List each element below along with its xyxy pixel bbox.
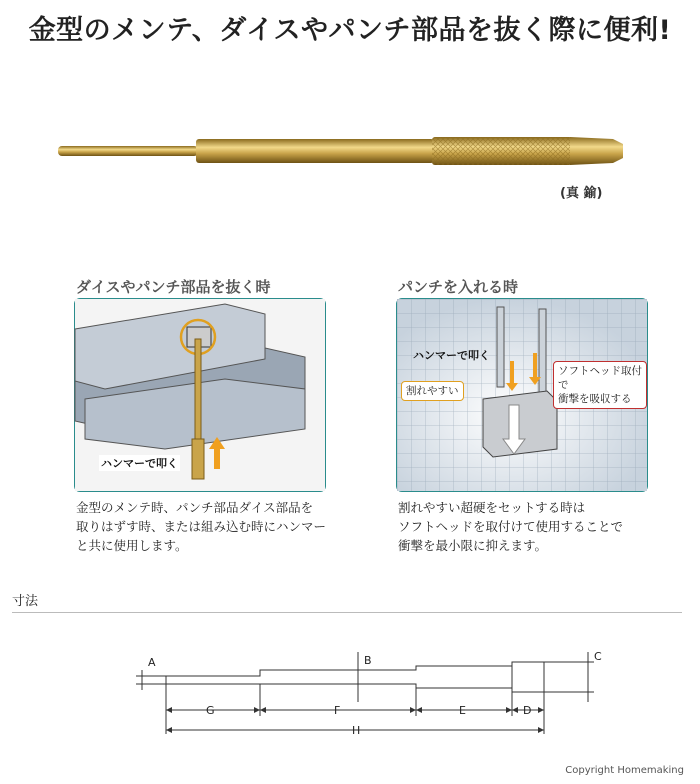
panel-2-caption-line: 衝撃を最小限に抑えます。	[398, 538, 548, 553]
dimension-drawing	[128, 644, 602, 744]
crack-callout: 割れやすい	[401, 381, 464, 401]
panel-2-caption	[398, 498, 623, 555]
panel-1-caption-line: 取りはずす時、または組み込む時にハンマー	[76, 519, 327, 534]
panel-2-title: パンチを入れる時	[398, 278, 519, 296]
dimensions-title: 寸法	[12, 594, 39, 609]
panel-1-title: ダイスやパンチ部品を抜く時	[76, 278, 271, 296]
panel-1-illustration	[74, 298, 326, 492]
section-divider	[12, 612, 682, 613]
panel-2-hammer-label: ハンマーで叩く	[413, 349, 490, 362]
dim-label-c: C	[594, 650, 602, 663]
dim-label-g: G	[206, 704, 215, 717]
panel-1-caption-line: と共に使用します。	[76, 538, 188, 553]
copyright: Copyright Homemaking	[565, 765, 684, 776]
panel-1-caption-line: 金型のメンテ時、パンチ部品ダイス部品を	[76, 500, 314, 515]
panel-2-caption-line: 割れやすい超硬をセットする時は	[398, 500, 586, 515]
soft-head-callout: ソフトヘッド取付で 衝撃を吸収する	[553, 361, 647, 409]
panel-2-caption-line: ソフトヘッドを取付けて使用することで	[398, 519, 624, 534]
dim-label-f: F	[334, 704, 341, 717]
dim-label-d: D	[523, 704, 532, 717]
dim-label-e: E	[459, 704, 466, 717]
dim-label-h: H	[352, 724, 361, 737]
panel-2-illustration	[396, 298, 648, 492]
panel-1-caption	[76, 498, 326, 555]
panel-1-hammer-label: ハンマーで叩く	[101, 457, 178, 470]
headline: 金型のメンテ、ダイスやパンチ部品を抜く際に便利!	[28, 15, 672, 46]
dim-label-a: A	[148, 656, 156, 669]
pin-punch-image	[58, 134, 638, 170]
material-label: (真 鍮)	[560, 186, 603, 201]
dim-label-b: B	[364, 654, 372, 667]
